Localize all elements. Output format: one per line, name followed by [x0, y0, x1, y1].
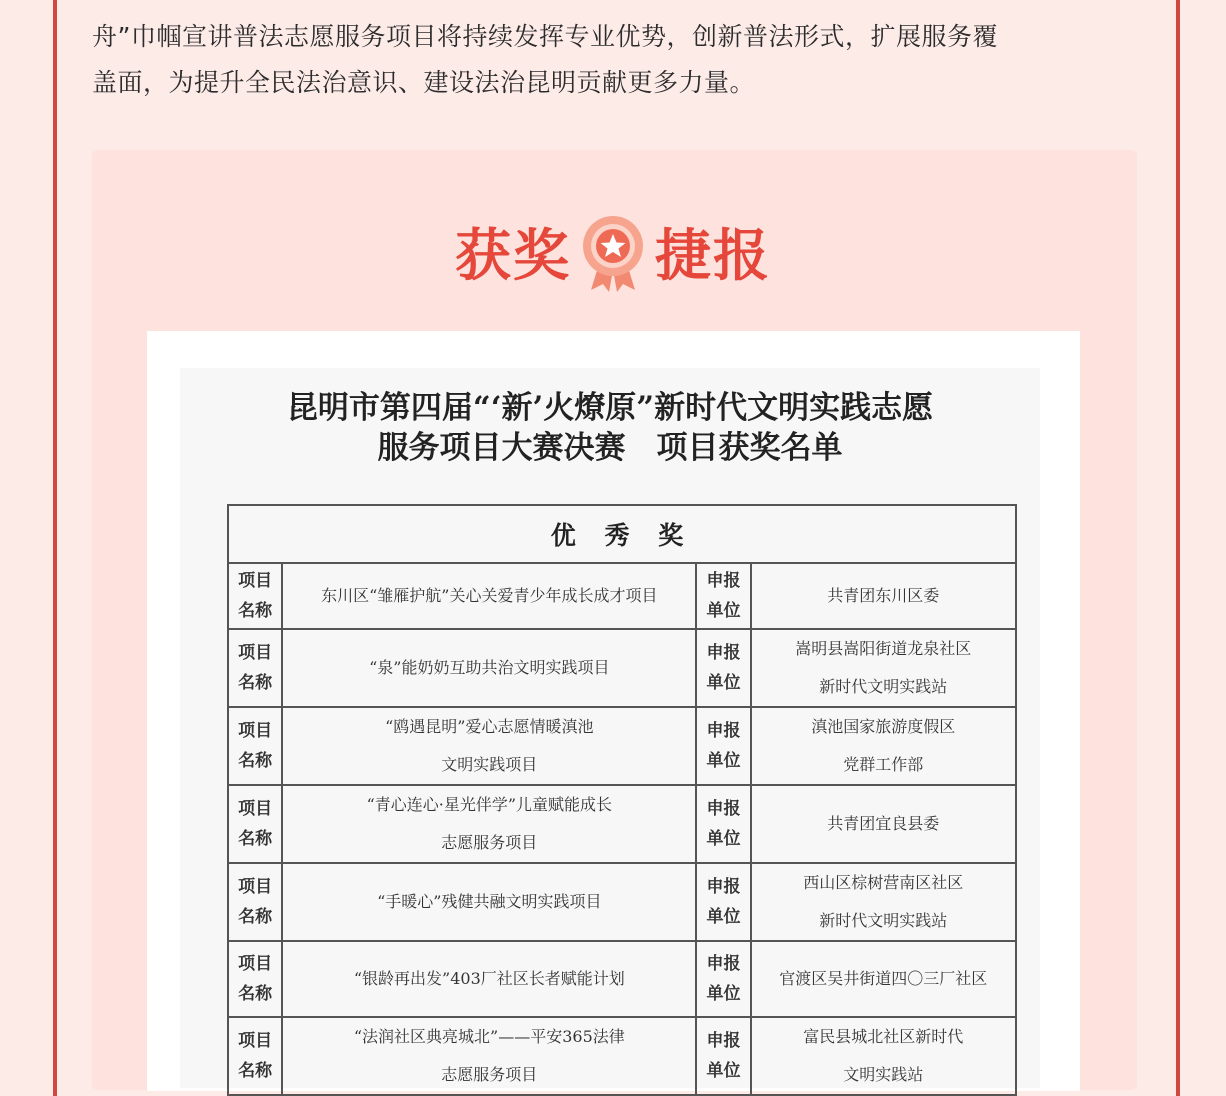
unit-label-text: 申报 — [706, 571, 741, 591]
unit-label-text: 单位 — [706, 751, 741, 771]
project-name-line: 志愿服务项目 — [441, 833, 538, 852]
unit-label-text: 单位 — [706, 829, 741, 849]
project-label-text: 名称 — [238, 829, 273, 849]
table-row — [228, 1017, 1016, 1095]
project-name-line: 东川区“雏雁护航”关心关爱青少年成长成才项目 — [321, 586, 658, 605]
applicant-unit-line: 嵩明县嵩阳街道龙泉社区 — [795, 639, 972, 658]
unit-label-text: 申报 — [706, 643, 741, 663]
intro-line: 盖面，为提升全民法治意识、建设法治昆明贡献更多力量。 — [92, 68, 756, 97]
project-label-text: 项目 — [238, 721, 273, 741]
project-label-text: 项目 — [238, 1031, 273, 1051]
headline-left: 获奖 — [455, 224, 571, 289]
project-name — [282, 941, 696, 1017]
unit-label — [696, 785, 750, 863]
unit-label — [696, 563, 750, 629]
applicant-unit-line: 文明实践站 — [843, 1065, 924, 1084]
applicant-unit-line: 新时代文明实践站 — [819, 677, 948, 696]
medal-star-icon — [577, 212, 649, 292]
table-row — [228, 629, 1016, 707]
project-label-text: 项目 — [238, 954, 273, 974]
unit-label-text: 单位 — [706, 1061, 741, 1081]
award-table — [227, 504, 1017, 1096]
project-label — [228, 563, 282, 629]
unit-label — [696, 707, 750, 785]
headline-right: 捷报 — [655, 224, 771, 289]
unit-label — [696, 941, 750, 1017]
table-row — [228, 563, 1016, 629]
applicant-unit — [751, 563, 1016, 629]
project-name — [282, 785, 696, 863]
project-name-line: “手暖心”残健共融文明实践项目 — [377, 892, 602, 911]
unit-label-text: 单位 — [706, 673, 741, 693]
award-headline — [0, 212, 1226, 292]
project-label — [228, 785, 282, 863]
applicant-unit-line: 党群工作部 — [843, 755, 924, 774]
table-row — [228, 941, 1016, 1017]
project-label-text: 项目 — [238, 799, 273, 819]
project-label-text: 名称 — [238, 907, 273, 927]
applicant-unit-line: 富民县城北社区新时代 — [803, 1027, 964, 1046]
applicant-unit-line: 西山区棕树营南区社区 — [803, 873, 964, 892]
project-label-text: 名称 — [238, 1061, 273, 1081]
unit-label-text: 单位 — [706, 601, 741, 621]
project-name — [282, 629, 696, 707]
project-label-text: 名称 — [238, 673, 273, 693]
applicant-unit — [751, 1017, 1016, 1095]
applicant-unit-line: 官渡区吴井街道四〇三厂社区 — [779, 969, 988, 988]
unit-label — [696, 863, 750, 941]
award-table-body — [228, 563, 1016, 1095]
unit-label-text: 申报 — [706, 954, 741, 974]
table-row — [228, 863, 1016, 941]
unit-label-text: 申报 — [706, 799, 741, 819]
project-name-line: “青心连心·星光伴学”儿童赋能成长 — [366, 795, 613, 814]
project-label-text: 名称 — [238, 751, 273, 771]
applicant-unit-line: 共青团宜良县委 — [827, 814, 940, 833]
applicant-unit — [751, 785, 1016, 863]
applicant-unit-line: 新时代文明实践站 — [819, 911, 948, 930]
project-label — [228, 941, 282, 1017]
project-label-text: 名称 — [238, 601, 273, 621]
document-title — [180, 388, 1040, 468]
unit-label — [696, 1017, 750, 1095]
table-row — [228, 785, 1016, 863]
project-name — [282, 1017, 696, 1095]
project-name — [282, 563, 696, 629]
project-label-text: 项目 — [238, 877, 273, 897]
award-category: 优 秀 奖 — [228, 505, 1016, 563]
project-name-line: 志愿服务项目 — [441, 1065, 538, 1084]
applicant-unit — [751, 707, 1016, 785]
intro-line: 舟”巾帼宣讲普法志愿服务项目将持续发挥专业优势，创新普法形式，扩展服务覆 — [92, 22, 998, 51]
project-label — [228, 1017, 282, 1095]
unit-label — [696, 629, 750, 707]
applicant-unit — [751, 863, 1016, 941]
project-label — [228, 629, 282, 707]
project-name-line: “银龄再出发”403厂社区长者赋能计划 — [353, 969, 625, 988]
project-label-text: 项目 — [238, 643, 273, 663]
project-name-line: “鸥遇昆明”爱心志愿情暖滇池 — [385, 717, 594, 736]
project-name — [282, 863, 696, 941]
unit-label-text: 单位 — [706, 984, 741, 1004]
intro-paragraph — [92, 14, 1142, 106]
applicant-unit — [751, 941, 1016, 1017]
project-name-line: 文明实践项目 — [441, 755, 538, 774]
unit-label-text: 申报 — [706, 877, 741, 897]
applicant-unit-line: 共青团东川区委 — [827, 586, 940, 605]
project-name-line: “泉”能奶奶互助共治文明实践项目 — [369, 658, 610, 677]
document-title-line: 昆明市第四届“‘新’火燎原”新时代文明实践志愿 — [286, 390, 934, 426]
project-label — [228, 707, 282, 785]
project-label-text: 名称 — [238, 984, 273, 1004]
applicant-unit-line: 滇池国家旅游度假区 — [811, 717, 956, 736]
project-label — [228, 863, 282, 941]
applicant-unit — [751, 629, 1016, 707]
project-name — [282, 707, 696, 785]
document-title-line: 服务项目大赛决赛 项目获奖名单 — [377, 430, 843, 466]
project-name-line: “法润社区典亮城北”——平安365法律 — [353, 1027, 625, 1046]
unit-label-text: 申报 — [706, 1031, 741, 1051]
table-row — [228, 707, 1016, 785]
unit-label-text: 单位 — [706, 907, 741, 927]
project-label-text: 项目 — [238, 571, 273, 591]
unit-label-text: 申报 — [706, 721, 741, 741]
